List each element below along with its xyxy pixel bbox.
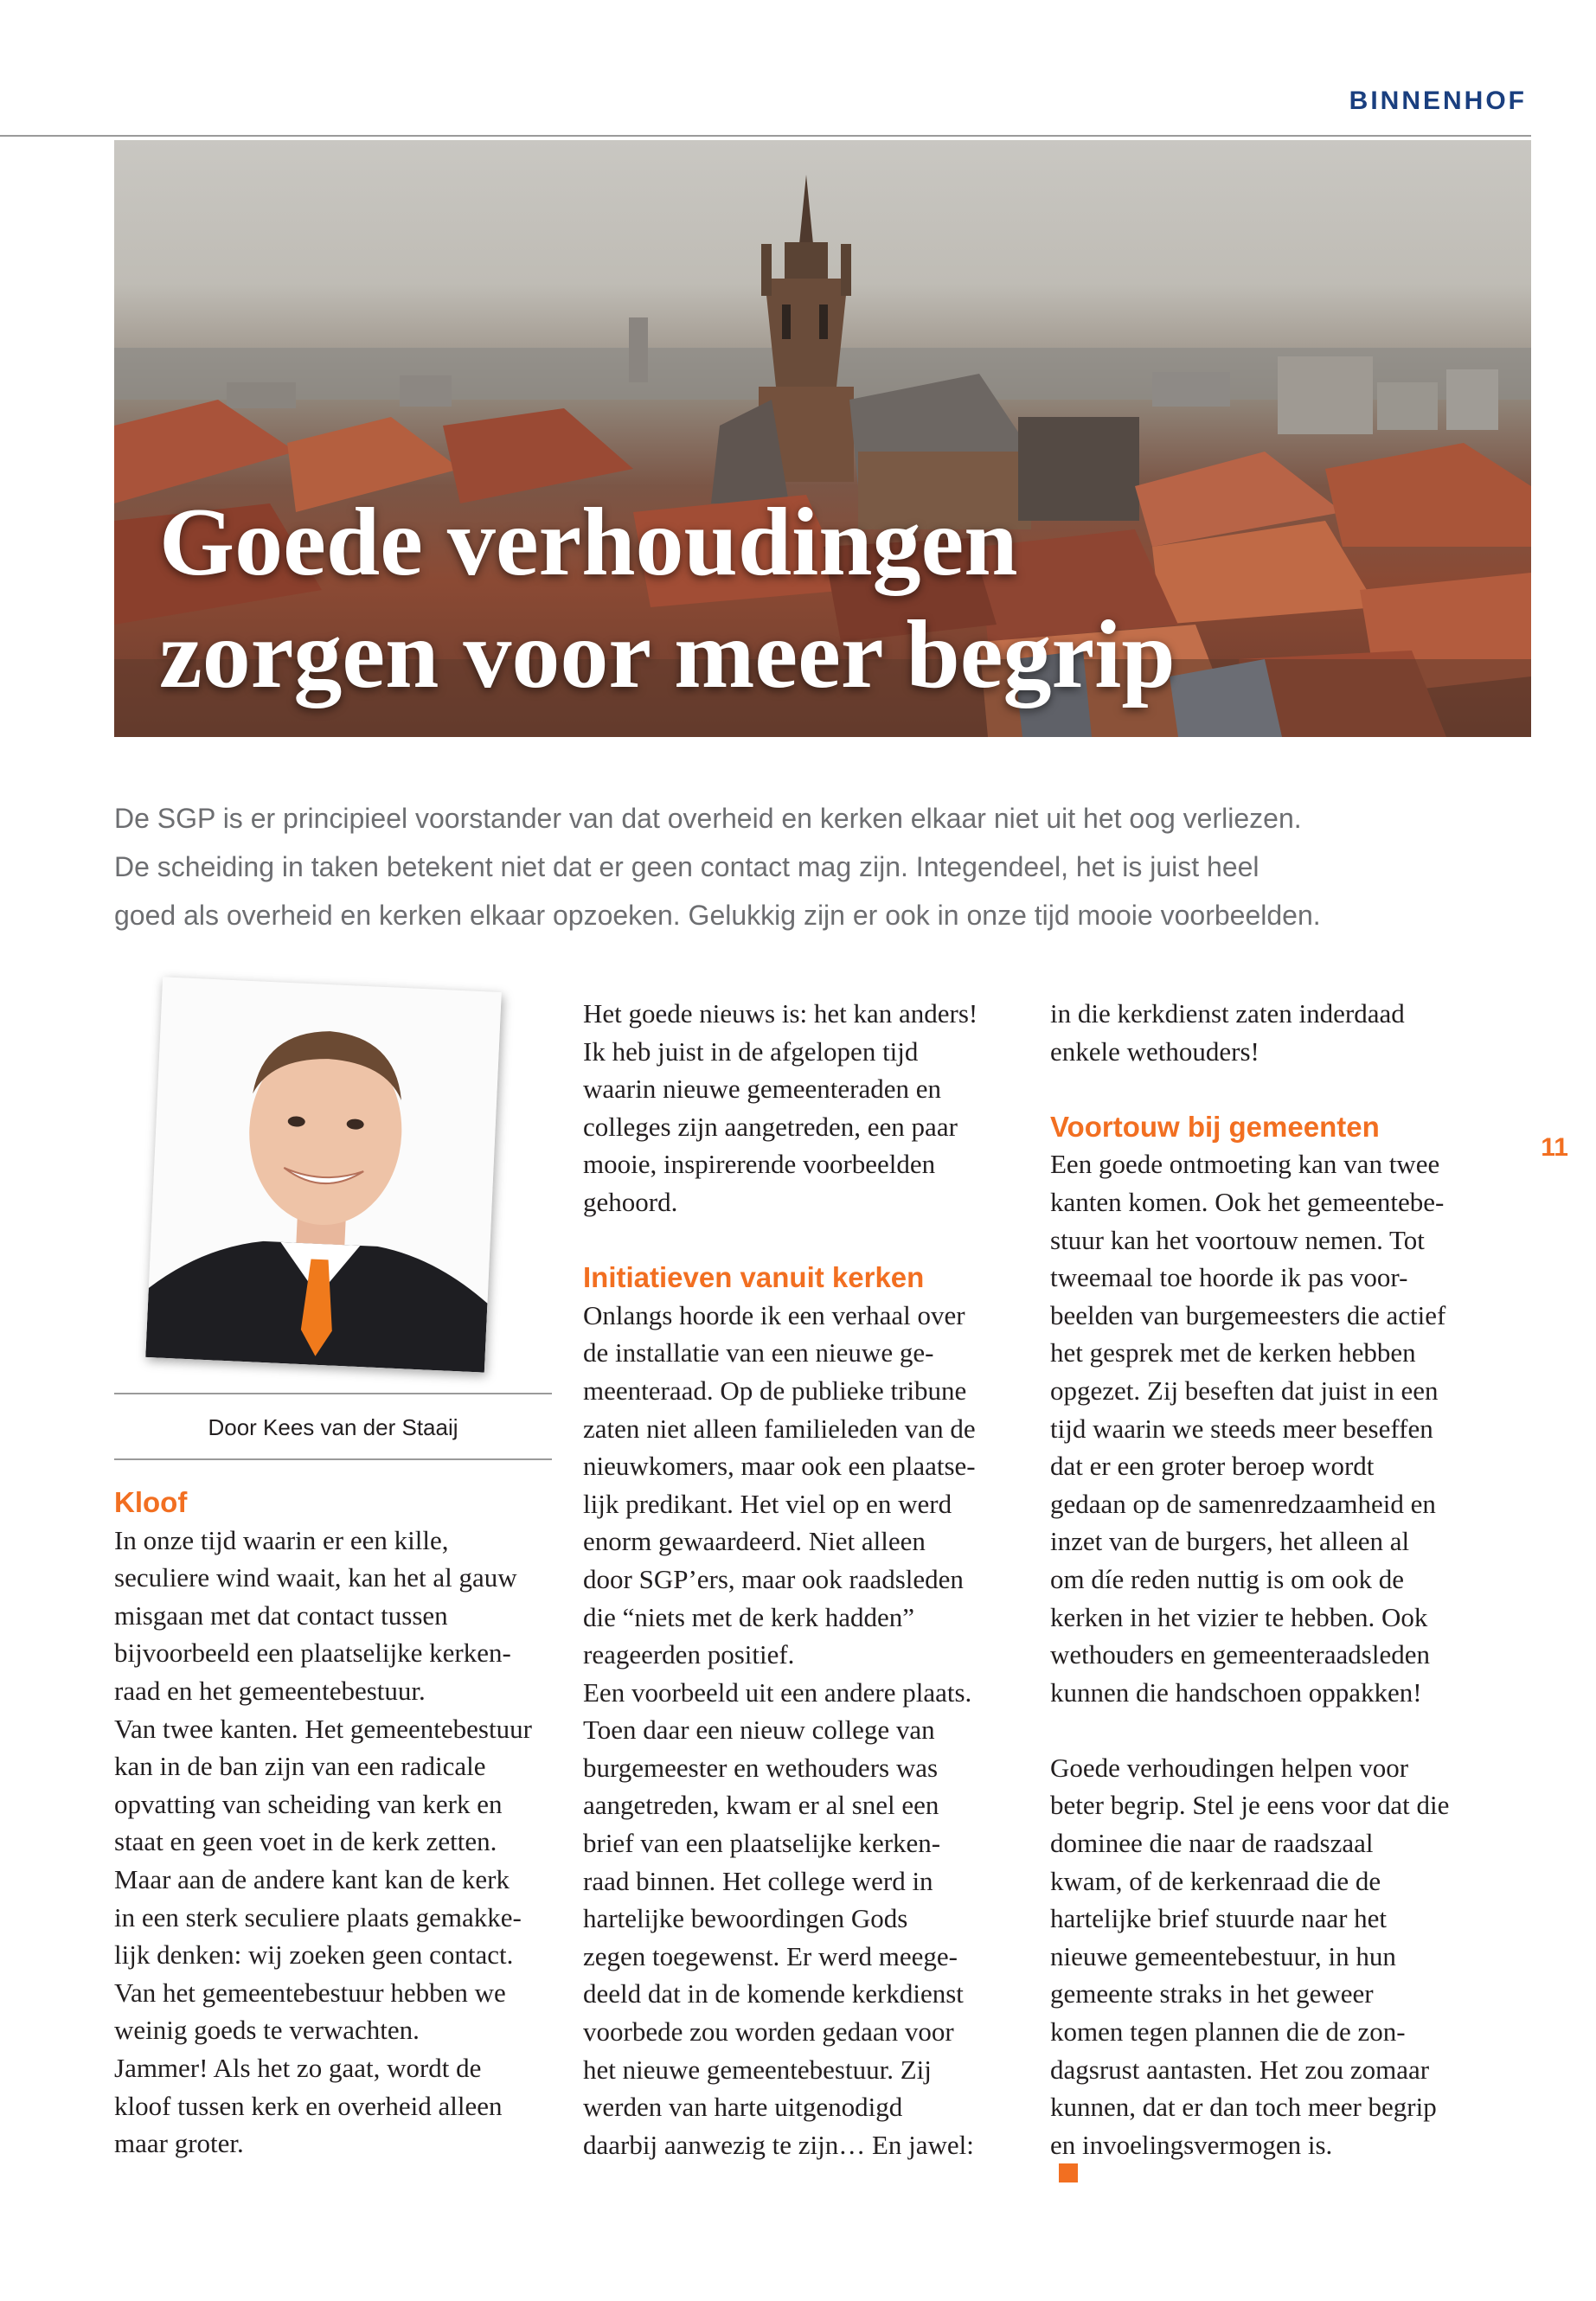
body-line: in die kerkdienst zaten inderdaad bbox=[1050, 998, 1405, 1029]
body-line: dominee die naar de raadszaal bbox=[1050, 1828, 1374, 1859]
body-line: kunnen, dat er dan toch meer begrip bbox=[1050, 2092, 1437, 2123]
article-title-line-2: zorgen voor meer begrip bbox=[159, 601, 1176, 708]
hero-photo bbox=[114, 140, 1531, 737]
byline-rule-bottom bbox=[114, 1458, 552, 1460]
article-title-line-1: Goede verhoudingen bbox=[159, 489, 1018, 596]
body-line: inzet van de burgers, het alleen al bbox=[1050, 1526, 1410, 1557]
body-line: misgaan met dat contact tussen bbox=[114, 1599, 448, 1631]
body-line: voorbede zou worden gedaan voor bbox=[583, 2016, 954, 2048]
body-line: beelden van burgemeesters die actief bbox=[1050, 1299, 1446, 1330]
body-line: stuur kan het voortouw nemen. Tot bbox=[1050, 1224, 1425, 1255]
body-line: hartelijke brief stuurde naar het bbox=[1050, 1903, 1388, 1934]
body-line: seculiere wind waait, kan het al gauw bbox=[114, 1562, 517, 1593]
author-photo bbox=[145, 977, 502, 1372]
body-line: opgezet. Zij beseften dat juist in een bbox=[1050, 1375, 1439, 1406]
body-line: aangetreden, kwam er al snel een bbox=[583, 1790, 939, 1821]
paragraph-gap bbox=[583, 1221, 977, 1259]
body-line: Goede verhoudingen helpen voor bbox=[1050, 1752, 1409, 1783]
article-title bbox=[159, 486, 1176, 711]
body-line: Van twee kanten. Het gemeentebestuur bbox=[114, 1713, 532, 1744]
subheading-kloof: Kloof bbox=[114, 1486, 188, 1518]
body-line: Een voorbeeld uit een andere plaats. bbox=[583, 1676, 972, 1708]
body-line: lijk predikant. Het viel op en werd bbox=[583, 1488, 952, 1519]
body-line: zaten niet alleen familieleden van de bbox=[583, 1413, 976, 1444]
body-line: hartelijke bewoordingen Gods bbox=[583, 1903, 908, 1934]
body-line: Jammer! Als het zo gaat, wordt de bbox=[114, 2052, 482, 2083]
body-line: reageerden positief. bbox=[583, 1639, 795, 1670]
body-line: nieuwkomers, maar ook een plaatse- bbox=[583, 1451, 976, 1482]
body-line: deeld dat in de komende kerkdienst bbox=[583, 1978, 964, 2009]
subheading-voortouw: Voortouw bij gemeenten bbox=[1050, 1110, 1380, 1143]
article-column-2 bbox=[583, 995, 977, 2163]
body-line: kan in de ban zijn van een radicale bbox=[114, 1751, 486, 1782]
body-line: gedaan op de samenredzaamheid en bbox=[1050, 1488, 1436, 1519]
intro-line: De scheiding in taken betekent niet dat er geen contact mag zijn. Integendeel, het is juist heel bbox=[114, 851, 1259, 882]
body-line: Maar aan de andere kant kan de kerk bbox=[114, 1863, 510, 1894]
body-line: Ik heb juist in de afgelopen tijd bbox=[583, 1035, 919, 1067]
body-line: dat er een groter beroep wordt bbox=[1050, 1451, 1375, 1482]
body-line: werden van harte uitgenodigd bbox=[583, 2092, 903, 2123]
body-line: colleges zijn aangetreden, een paar bbox=[583, 1111, 958, 1142]
body-line: Het goede nieuws is: het kan anders! bbox=[583, 998, 978, 1029]
body-line: kerken in het vizier te hebben. Ook bbox=[1050, 1601, 1428, 1632]
article-column-3 bbox=[1050, 995, 1449, 2182]
page-number: 11 bbox=[1541, 1133, 1568, 1162]
paragraph-gap bbox=[1050, 1070, 1449, 1108]
body-line: raad en het gemeentebestuur. bbox=[114, 1675, 426, 1706]
body-line-last bbox=[1050, 2126, 1449, 2183]
body-line: dagsrust aantasten. Het zou zomaar bbox=[1050, 2054, 1430, 2085]
body-line: mooie, inspirerende voorbeelden bbox=[583, 1149, 936, 1180]
body-line: Onlangs hoorde ik een verhaal over bbox=[583, 1299, 965, 1330]
body-line: staat en geen voet in de kerk zetten. bbox=[114, 1826, 497, 1857]
body-line: Van het gemeentebestuur hebben we bbox=[114, 1977, 506, 2008]
body-line: enorm gewaardeerd. Niet alleen bbox=[583, 1526, 926, 1557]
body-line: lijk denken: wij zoeken geen contact. bbox=[114, 1939, 514, 1971]
body-line: In onze tijd waarin er een kille, bbox=[114, 1524, 449, 1555]
header-rule bbox=[0, 135, 1531, 137]
body-line: meenteraad. Op de publieke tribune bbox=[583, 1375, 967, 1406]
byline-rule-top bbox=[114, 1393, 552, 1394]
body-line: daarbij aanwezig te zijn… En jawel: bbox=[583, 2129, 974, 2160]
body-line: nieuwe gemeentebestuur, in hun bbox=[1050, 1940, 1396, 1971]
body-line: enkele wethouders! bbox=[1050, 1035, 1259, 1067]
body-line: weinig goeds te verwachten. bbox=[114, 2015, 420, 2046]
paragraph-gap bbox=[1050, 1711, 1449, 1749]
body-line: kwam, of de kerkenraad die de bbox=[1050, 1865, 1381, 1896]
last-line-text: en invoelingsvermogen is. bbox=[1050, 2129, 1333, 2160]
section-label: BINNENHOF bbox=[1349, 87, 1527, 115]
body-line: brief van een plaatselijke kerken- bbox=[583, 1828, 941, 1859]
intro-paragraph bbox=[114, 794, 1377, 939]
body-line: het nieuwe gemeentebestuur. Zij bbox=[583, 2054, 932, 2085]
body-line: gemeente straks in het geweer bbox=[1050, 1978, 1374, 2009]
body-line: tijd waarin we steeds meer beseffen bbox=[1050, 1413, 1433, 1444]
body-line: tweemaal toe hoorde ik pas voor- bbox=[1050, 1262, 1408, 1293]
body-line: Een goede ontmoeting kan van twee bbox=[1050, 1149, 1440, 1180]
body-line: beter begrip. Stel je eens voor dat die bbox=[1050, 1790, 1450, 1821]
body-line: de installatie van een nieuwe ge- bbox=[583, 1337, 934, 1368]
body-line: kanten komen. Ook het gemeentebe- bbox=[1050, 1186, 1445, 1217]
body-line: om díe reden nuttig is om ook de bbox=[1050, 1563, 1404, 1594]
author-portrait-illustration bbox=[145, 977, 502, 1372]
body-line: het gesprek met de kerken hebben bbox=[1050, 1337, 1416, 1368]
body-line: gehoord. bbox=[583, 1186, 678, 1217]
intro-line: De SGP is er principieel voorstander van dat overheid en kerken elkaar niet uit het oog verliezen. bbox=[114, 803, 1302, 834]
body-line: maar groter. bbox=[114, 2128, 244, 2159]
article-column-1 bbox=[114, 1484, 532, 2163]
end-square-icon bbox=[1059, 2163, 1078, 2182]
body-line: waarin nieuwe gemeenteraden en bbox=[583, 1074, 941, 1105]
body-line: komen tegen plannen die de zon- bbox=[1050, 2016, 1406, 2048]
body-line: die “niets met de kerk hadden” bbox=[583, 1601, 915, 1632]
body-line: wethouders en gemeenteraadsleden bbox=[1050, 1639, 1430, 1670]
body-line: in een sterk seculiere plaats gemakke- bbox=[114, 1901, 522, 1932]
body-line: Toen daar een nieuw college van bbox=[583, 1715, 935, 1746]
author-byline: Door Kees van der Staaij bbox=[208, 1414, 458, 1440]
body-line: raad binnen. Het college werd in bbox=[583, 1865, 933, 1896]
body-line: kunnen die handschoen oppakken! bbox=[1050, 1676, 1422, 1708]
body-line: zegen toegewenst. Er werd meege- bbox=[583, 1940, 958, 1971]
body-line: bijvoorbeeld een plaatselijke kerken- bbox=[114, 1638, 511, 1669]
intro-line: goed als overheid en kerken elkaar opzoeken. Gelukkig zijn er ook in onze tijd mooie voorbeelden. bbox=[114, 900, 1321, 931]
body-line: kloof tussen kerk en overheid alleen bbox=[114, 2090, 503, 2121]
body-line: burgemeester en wethouders was bbox=[583, 1752, 939, 1783]
subheading-initiatieven: Initiatieven vanuit kerken bbox=[583, 1261, 925, 1294]
body-line: door SGP’ers, maar ook raadsleden bbox=[583, 1563, 964, 1594]
body-line: opvatting van scheiding van kerk en bbox=[114, 1788, 503, 1819]
